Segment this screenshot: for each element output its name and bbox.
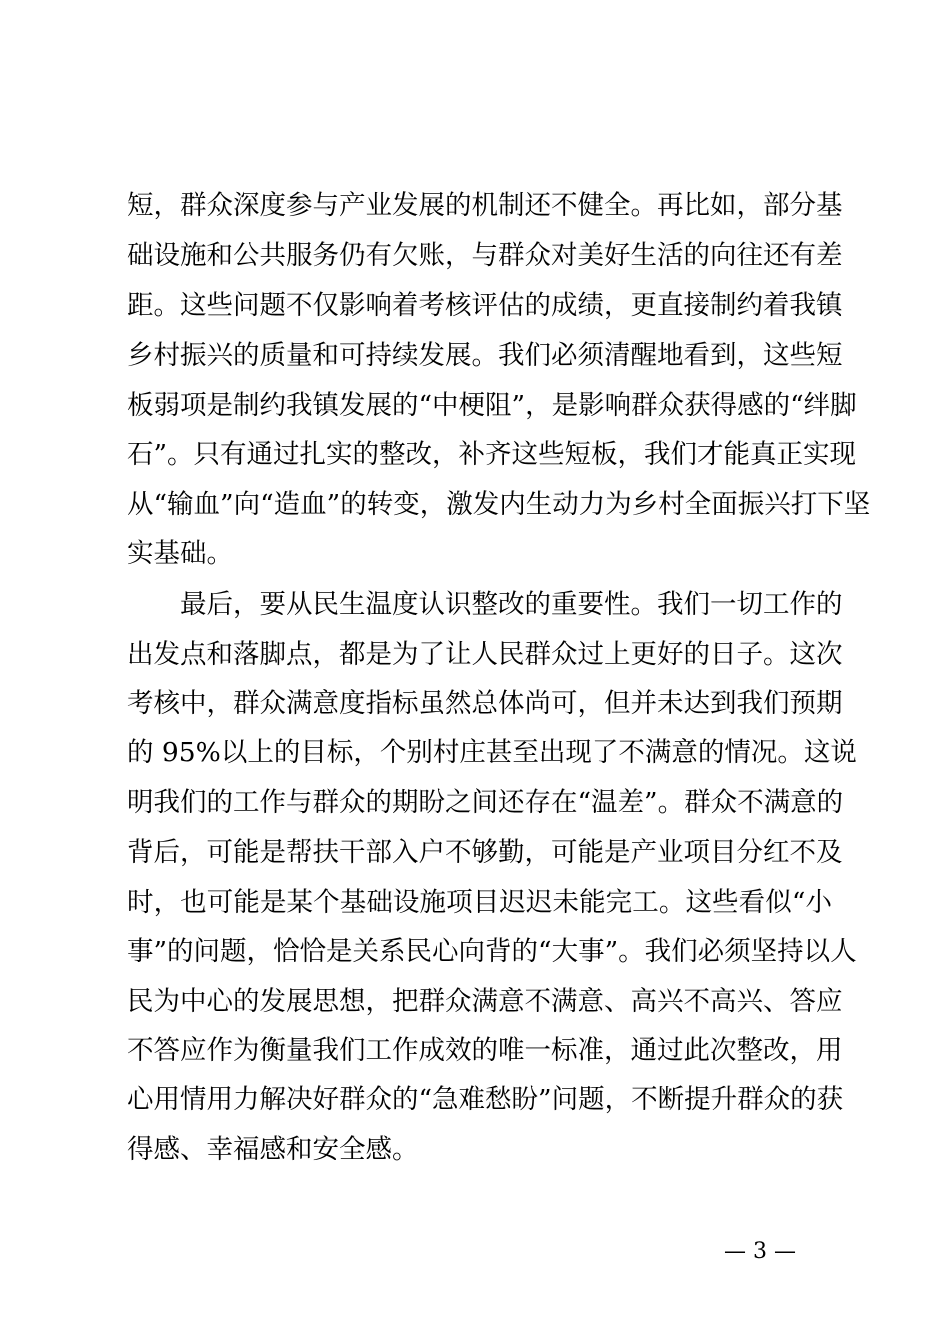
text-line: 的 95%以上的目标，个别村庄甚至出现了不满意的情况。这说 [127, 737, 857, 768]
text-line: 考核中，群众满意度指标虽然总体尚可，但并未达到我们预期 [127, 688, 843, 719]
text-line: 明我们的工作与群众的期盼之间还存在“温差”。群众不满意的 [127, 787, 844, 818]
text-line: 短，群众深度参与产业发展的机制还不健全。再比如，部分基 [127, 190, 843, 221]
text-line: 最后，要从民生温度认识整改的重要性。我们一切工作的 [180, 589, 843, 620]
text-line: 距。这些问题不仅影响着考核评估的成绩，更直接制约着我镇 [127, 290, 843, 321]
text-line: 心用情用力解决好群众的“急难愁盼”问题，不断提升群众的获 [127, 1084, 844, 1115]
page-number: — 3 — [724, 1239, 796, 1264]
text-line: 民为中心的发展思想，把群众满意不满意、高兴不高兴、答应 [127, 986, 843, 1017]
text-line: 背后，可能是帮扶干部入户不够勤，可能是产业项目分红不及 [127, 837, 843, 868]
text-line: 实基础。 [127, 538, 233, 569]
text-line: 得感、幸福感和安全感。 [127, 1134, 419, 1165]
text-line: 时，也可能是某个基础设施项目迟迟未能完工。这些看似“小 [127, 887, 832, 918]
text-line: 乡村振兴的质量和可持续发展。我们必须清醒地看到，这些短 [127, 340, 843, 371]
text-line: 板弱项是制约我镇发展的“中梗阻”，是影响群众获得感的“绊脚 [127, 390, 857, 421]
text-line: 不答应作为衡量我们工作成效的唯一标准，通过此次整改，用 [127, 1035, 843, 1066]
text-line: 础设施和公共服务仍有欠账，与群众对美好生活的向往还有差 [127, 240, 843, 271]
text-line: 出发点和落脚点，都是为了让人民群众过上更好的日子。这次 [127, 639, 843, 670]
text-line: 事”的问题，恰恰是关系民心向背的“大事”。我们必须坚持以人 [127, 936, 857, 967]
text-line: 石”。只有通过扎实的整改，补齐这些短板，我们才能真正实现 [127, 439, 857, 470]
text-line: 从“输血”向“造血”的转变，激发内生动力为乡村全面振兴打下坚 [127, 489, 871, 520]
